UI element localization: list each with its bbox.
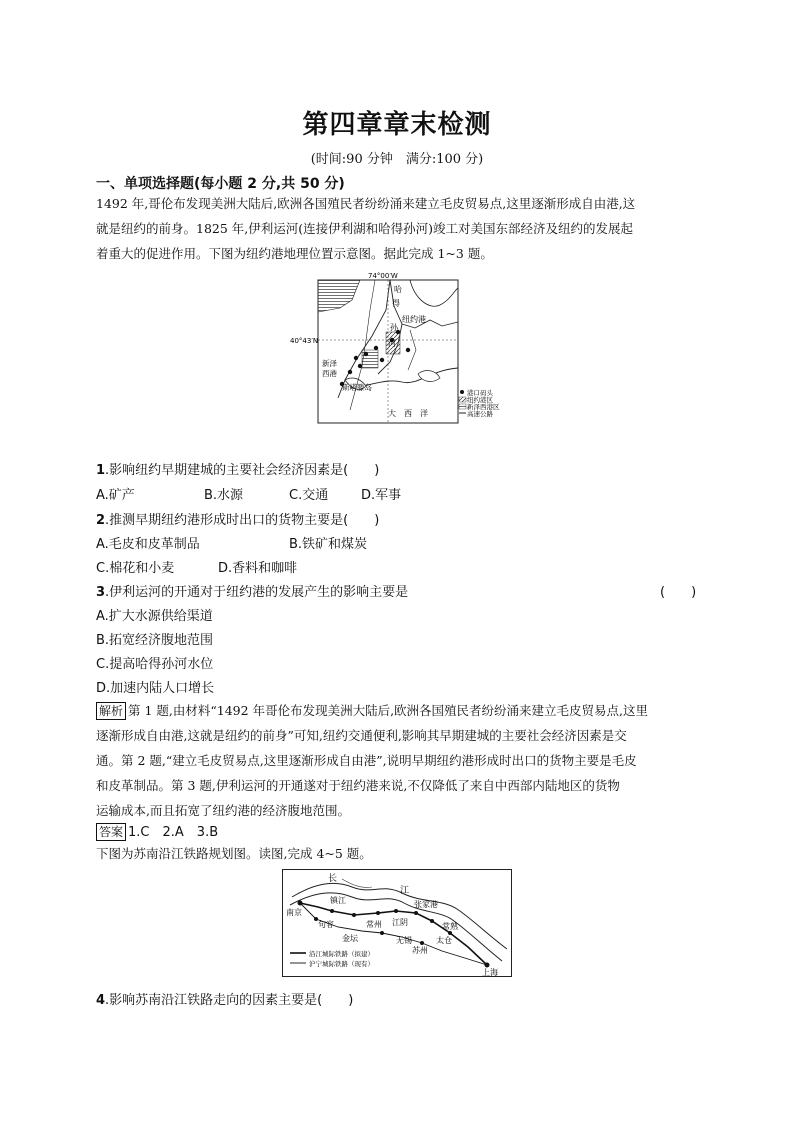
option-a[interactable]: A.扩大水源供给渠道: [96, 609, 213, 624]
map-label: 苏州: [412, 946, 428, 955]
latitude-label: 40°43′N: [290, 337, 319, 345]
question-stem: .影响纽约早期建城的主要社会经济因素是( ): [105, 463, 380, 478]
question-stem: .推测早期纽约港形成时出口的货物主要是( ): [105, 513, 380, 528]
analysis-block: [96, 698, 701, 823]
option-b[interactable]: B.拓宽经济腹地范围: [96, 633, 214, 648]
railway-plan-map: [282, 869, 512, 977]
legend-item: 沪宁城际铁路（现有）: [309, 960, 374, 968]
map-label: 常熟: [442, 922, 458, 931]
new-york-harbor-map: [290, 270, 510, 428]
intro-line: 着重大的促进作用。下图为纽约港地理位置示意图。据此完成 1~3 题。: [96, 246, 493, 261]
map-label: 得: [392, 299, 400, 308]
question-number: 4: [96, 993, 106, 1008]
map-label: 常州: [366, 920, 382, 929]
option-d[interactable]: D.香料和咖啡: [218, 561, 298, 576]
map-label: 上海: [482, 968, 498, 977]
legend-item: 沿江城际铁路（拟建）: [309, 950, 374, 958]
map-label: 无锡: [396, 936, 412, 945]
map-label: 西港: [322, 369, 337, 378]
map-label: 哈: [394, 285, 402, 294]
intro-line: 1492 年,哥伦布发现美洲大陆后,欧洲各国殖民者纷纷涌来建立毛皮贸易点,这里逐渐形成自由港,这: [96, 196, 636, 211]
analysis-line: 逐渐形成自由港,这就是纽约的前身”可知,纽约交通便利,影响其早期建城的主要社会经济因素是交: [96, 728, 627, 743]
question-4: [96, 989, 353, 1008]
legend-item: 高速公路: [467, 410, 493, 418]
map-label: 南京: [286, 908, 302, 917]
legend-item: 新泽西港区: [467, 403, 500, 411]
legend-item: 港口码头: [467, 389, 493, 397]
legend-item: 纽约港区: [467, 396, 493, 404]
option-b[interactable]: B.铁矿和煤炭: [289, 537, 368, 552]
option-a[interactable]: A.矿产: [96, 488, 135, 503]
map-label: 河: [388, 339, 396, 348]
question-number: 3: [96, 585, 106, 600]
longitude-label: 74°00′W: [368, 272, 398, 280]
question-2: [96, 509, 379, 528]
map-label: 新泽: [322, 359, 337, 368]
answer-blank: ( ): [660, 585, 697, 600]
option-b[interactable]: B.水源: [204, 488, 244, 503]
option-d[interactable]: D.加速内陆人口增长: [96, 681, 215, 696]
map-label: 长: [328, 874, 338, 884]
map-label: 句容: [318, 920, 334, 929]
option-c[interactable]: C.交通: [289, 488, 329, 503]
question-3: [96, 581, 408, 600]
map-label: 大 西 洋: [388, 409, 428, 418]
answer-block: [96, 821, 218, 841]
option-a[interactable]: A.毛皮和皮革制品: [96, 537, 200, 552]
question-number: 1: [96, 463, 106, 478]
analysis-line: 第 1 题,由材料“1492 年哥伦布发现美洲大陆后,欧洲各国殖民者纷纷涌来建立毛皮贸易点,这里: [128, 703, 649, 718]
option-c[interactable]: C.提高哈得孙河水位: [96, 657, 214, 672]
map-label: 斯塔滕岛: [342, 383, 372, 392]
exam-info: (时间:90 分钟 满分:100 分): [310, 152, 484, 167]
analysis-tag: 解析: [96, 702, 126, 720]
section-heading: 一、单项选择题(每小题 2 分,共 50 分): [96, 176, 345, 192]
map-label: 江: [400, 886, 410, 896]
map-label: 纽约港: [402, 315, 426, 324]
intro-line: 就是纽约的前身。1825 年,伊利运河(连接伊利湖和哈得孙河)竣工对美国东部经济及纽约的发展起: [96, 221, 634, 236]
map-label: 张家港: [414, 900, 438, 909]
analysis-line: 运输成本,而且拓宽了纽约港的经济腹地范围。: [96, 803, 350, 818]
map-label: 太仓: [436, 936, 452, 945]
map-label: 镇江: [330, 896, 346, 905]
question-stem: .伊利运河的开通对于纽约港的发展产生的影响主要是: [105, 585, 409, 600]
option-d[interactable]: D.军事: [361, 488, 402, 503]
answer-tag: 答案: [96, 823, 126, 841]
map-label: 江阴: [392, 918, 408, 927]
page-title: 第四章章末检测: [302, 110, 492, 140]
answer-text: 1.C 2.A 3.B: [128, 825, 219, 840]
intro-paragraph-2: 下图为苏南沿江铁路规划图。读图,完成 4~5 题。: [96, 846, 372, 861]
map-label: 金坛: [342, 934, 358, 943]
option-c[interactable]: C.棉花和小麦: [96, 561, 175, 576]
question-stem: .影响苏南沿江铁路走向的因素主要是( ): [105, 993, 354, 1008]
analysis-line: 和皮革制品。第 3 题,伊利运河的开通遂对于纽约港来说,不仅降低了来自中西部内陆地区的货物: [96, 778, 620, 793]
question-1: [96, 459, 379, 478]
map-legend: [459, 388, 500, 418]
question-number: 2: [96, 513, 106, 528]
map-label: 孙: [390, 323, 398, 332]
analysis-line: 通。第 2 题,“建立毛皮贸易点,这里逐渐形成自由港”,说明早期纽约港形成时出口的货物主要是毛皮: [96, 753, 637, 768]
intro-paragraph-1: [96, 191, 701, 266]
